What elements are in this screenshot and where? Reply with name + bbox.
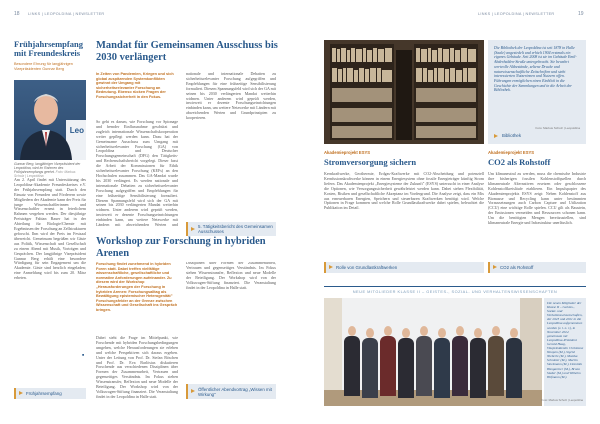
library-credit: Foto: Markus Scholz | Leopoldina: [535, 126, 580, 130]
group-member: [470, 328, 486, 406]
strom-title: Stromversorgung sichern: [324, 157, 417, 167]
co2-title: CO2 als Rohstoff: [488, 157, 551, 167]
group-member: [362, 328, 378, 406]
new-members-textbox: [541, 298, 586, 406]
arrow-icon: [19, 391, 23, 395]
right-page-number: 19: [578, 11, 584, 17]
new-members-heading: NEUE MITGLIEDER KLASSE II – GEISTES-, SOZIAL- UND VERHALTENSWISSENSCHAFTEN: [352, 289, 558, 294]
mandate-body-col1: [96, 120, 178, 228]
group-member: [344, 326, 360, 406]
co2-body-text: Um klimaneutral zu werden, muss die chemische Industrie ihre bisherigen fossilen Kohlenstoffquellen durch klimaneutrale Alternativen ersetzen oder geschlossene Kohlenstoffkreisläufe etablieren. Ein Impulspapier des Akademienprojekts ESYS zeigt: Neben Kohlenstoff aus Biomasse und Recycling kann unter bestimmten Voraussetzungen auch Carbon Capture and Utilization (CCU) eine wichtige Rolle spielen. CCU gilt als Baustein, der Emissionen vermeiden und Ressourcen schonen kann. Um die benötigten Mengen bereitzustellen, sind klimaneutrale Energie und Infrastruktur unerlässlich.: [488, 172, 586, 226]
workshop-lead: Forschung findet zunehmend in hybriden Foren statt. Dabei treffen vielfältige wissenschaftliche, gesellschaftliche und normative Anforderungen aufeinander. Zu diesem wird der Workshop „Herausforderungen der Forschung in hybriden Arenen: Forschungsalltag als Bewältigung epistemischer Heterogenität" Forschungsfelder an der Grenze zwischen Wissenschaft und Gesellschaft ins Gespräch bringen.: [96, 262, 178, 312]
group-member: [398, 328, 414, 406]
arrow-icon: [494, 134, 498, 138]
co2-body: [488, 172, 586, 258]
mandate-body-continued: nationale und internationale Debatten zu sicherheitsrelevanter Forschung aufgegriffen und Empfehlungen für eine frühzeitige Sensibilisierung formuliert. Diesem Spannungsfeld wird sich der GA mit seinen bis 2030 verlängerten Mandat weiterhin widmen. Unter anderem wird geprüft werden, inwieweit er dezente Forschungseinrichtungen einbinden kann, um weitere Netzwerke mit Ländern mit abweichenden Werten und Grundprinzipien zu kooperieren.: [186, 72, 276, 121]
strom-body: [324, 172, 484, 258]
group-member: [452, 326, 468, 406]
group-photo: [324, 298, 542, 406]
new-members-credit: Foto: Markus Scholz | Leopoldina: [541, 398, 583, 402]
library-textbox: [488, 40, 586, 144]
arrow-icon: [493, 265, 497, 269]
workshop-body-col2: [186, 262, 276, 374]
left-page-header: LINKS | LEOPOLDINA | NEWSLETTER: [28, 12, 105, 16]
library-text: Die Bibliothek der Leopoldina ist seit 1878 in Halle (Saale) angesiedelt und erhielt 1904 erstmals ein eigenes Gebäude. Seit 2008 ist sie im Gebäude Emil-Abderhalden-Straße untergebracht. Sie bewahrt wertvolle Altbestände, seltene Drucke und naturwissenschaftliche Zeitschriften und steht interessierten Nutzerinnen und Nutzern offen. Führungen ermöglichen einen Einblick in die Geschichte der Sammlungen und in die Arbeit der Bibliothek.: [494, 46, 577, 93]
link-grundlastkraftwerke[interactable]: [324, 262, 484, 273]
portrait-illustration: [14, 80, 86, 160]
link-co2-rohstoff[interactable]: [488, 262, 586, 273]
group-members: [344, 326, 524, 406]
left-page-number: 18: [14, 11, 20, 17]
link-abendvortrag[interactable]: [186, 384, 276, 399]
co2-kicker: Akademieprojekt ESYS: [488, 150, 535, 155]
workshop-title: Workshop zur Forschung in hybriden Arenen: [96, 236, 266, 259]
photo-overlay-text: Leo: [69, 126, 84, 135]
link-abendvortrag-label: Öffentlicher Abendvortrag „Wissen mit Wirkung": [198, 386, 272, 397]
reception-body: [14, 178, 86, 360]
group-member: [434, 328, 450, 406]
arrow-icon: [191, 227, 195, 231]
mandate-body-col2: [186, 72, 276, 220]
new-members-text: Die neuen Mitglieder der Klasse II – Geistes-, Sozial- und Verhaltenswissenschaften, der 2023 und 2021 in die Leopoldina aufgenommen wurden (v. l. n. r.), in November 2024 gemeinsam mit Leopoldina-Präsident Gerald Haug, Vizepräsidentin Christiane Woopen (M.), Sigrid Nieberle (M.), Monika Schnitzer (M.), Martin Sieckmann (M.), Dominik Hangartner (M.), Bruno Studer (M.) und Wilhelm Hofmann (M.).: [547, 301, 584, 379]
workshop-body-text: Dabei steht die Frage im Mittelpunkt, wie Forschende mit hybriden Forschungsbedingungen umgehen, welche Herausforderungen sie erleben und welche Perspektiven sich daraus ergeben. Unter der Leitung von Prof. Dr. Stefan Böschen und Prof. Dr. Eva Barlösius diskutieren Forschende aus verschiedenen Disziplinen über Formen der Zusammenarbeit, Vertrauen und gegenseitiges Verständnis. Im Fokus stehen Wissenstransfer, Reflexion und neue Modelle der Beteiligung. Der Workshop wird von der Volkswagen-Stiftung finanziert. Die Veranstaltung findet in der Leopoldina in Halle statt.: [96, 336, 178, 399]
mandate-title: Mandat für Gemeinsamen Ausschuss bis 2030 verlängert: [96, 40, 278, 63]
bookshelf-illustration: [324, 40, 484, 144]
workshop-body-col1: [96, 336, 178, 404]
strom-body-text: Kernkraftwerke, Geothermie, Erdgas-Kraftwerke mit CO2-Abscheidung und potenziell Kernfusionskraftwerke können in einem Energiesystem ohne fossile Energieträger künftig Strom liefern. Das Akademienprojekt „Energiesysteme der Zukunft" (ESYS) untersucht in einer Analyse die Optionen, wie Versorgungssicherheit gewährleistet werden kann. Dabei stehen Flexibilität, Kosten, Risiken und gesellschaftliche Akzeptanz im Vordergrund. Die Analyse zeigt, dass ein Mix aus erneuerbaren Energien, Speichern und steuerbaren Kraftwerken benötigt wird. Welche Optionen in Frage kommen und welche Rolle Grundlastkraftwerke dabei spielen, beleuchtet die Publikation im Detail.: [324, 172, 484, 211]
arrow-icon: [329, 265, 333, 269]
link-bibliothek[interactable]: [494, 133, 521, 138]
right-page-header: LINKS | LEOPOLDINA | NEWSLETTER: [478, 12, 555, 16]
link-fruehjahrsempfang-label: Frühjahrsempfang: [26, 391, 62, 396]
reception-title: Frühjahrsempfang mit Freundeskreis: [14, 39, 83, 58]
group-member: [506, 328, 522, 406]
group-member: [380, 326, 396, 406]
section-rule: [324, 286, 586, 287]
end-mark: ■: [82, 353, 85, 357]
strom-kicker: Akademieprojekt ESYS: [324, 150, 371, 155]
link-taetigkeitsbericht[interactable]: [186, 222, 276, 236]
photo-credit: Foto: Markus Scholz | Leopoldina: [14, 170, 76, 178]
reception-body-text: Am 2. April findet mit Unterstützung des Leopoldina-Akademie Freundeskreises e.V. der Frühjahrsempfang statt. Durch den Einsatz von Freunden und Förderern sowie Mitgliedern der Akademie kann der Preis für junge Wissenschaftlerinnen und Wissenschaftler erneut in feierlichem Rahmen vergeben werden. Der diesjährige Preisträger Fabian Bauer hat in der Abteilung für Biologie/Chemie mit Ergebnissen der Forschung an Zellstrukturen geforscht. Ihm wird der Preis im Festsaal überreicht. Gemeinsam begrüßen wir Gäste aus Politik, Wissenschaft und Gesellschaft zu einem Abend mit Musik, Vorträgen und Gesprächen. Der langjährige Vizepräsident Gunnar Berg erhält eine besondere Würdigung für sein Engagement um die Akademie. Gäste sind herzlich eingeladen; eine Anmeldung wird bis zum 20. März erbeten.: [14, 178, 86, 281]
photo-caption: [14, 162, 86, 178]
reception-lead: Besondere Ehrung für langjährigen Vizepräsidenten Gunnar Berg: [14, 62, 73, 71]
group-member: [416, 326, 432, 406]
arrow-icon: [191, 389, 195, 393]
link-co2-rohstoff-label: CO2 als Rohstoff: [500, 265, 534, 270]
mandate-lead: In Zeiten von Pandemien, Kriegen und sich global zuspitzenden Systemkonflikten gewinnt der Umgang mit sicherheitsrelevanter Forschung an Bedeutung. Ebenso rücken Fragen der Forschungssicherheit in den Fokus.: [96, 72, 174, 99]
library-photo: [324, 40, 484, 144]
mandate-body-text: So geht es darum, wie Forschung vor Spionage und fremder Einflussnahme geschützt und zugleich internationale Wissenschaftskooperation weiter gepflegt werden kann. Dazu hat der Gemeinsame Ausschuss zum Umgang mit sicherheitsrelevanter Forschung (GA) von Leopoldina und Deutscher Forschungsgemeinschaft (DFG) den Tätigkeits- und Rechenschaftsbericht vorgelegt. Dieser fasst die Arbeit der Kommissionen für Ethik sicherheitsrelevanter Forschung (KEFs) an den Hochschulen zusammen. Das GA-Mandat wurde bis 2030 verlängert. Es werden nationale und internationale Debatten zu sicherheitsrelevanter Forschung aufgegriffen und Empfehlungen für eine frühzeitige Sensibilisierung formuliert. Diesem Spannungsfeld wird sich der GA mit seinen bis 2030 verlängerten Mandat weiterhin widmen. Unter anderem wird geprüft werden, inwieweit er dezente Forschungseinrichtungen einbinden kann, um weitere Netzwerke mit Ländern mit abweichenden Werten und: [96, 120, 178, 228]
link-bibliothek-label: Bibliothek: [502, 133, 522, 138]
link-grundlastkraftwerke-label: Rolle von Grundlastkraftwerken: [336, 265, 398, 270]
link-taetigkeitsbericht-label: 5. Tätigkeitsbericht des Gemeinsamen Ausschusses: [198, 224, 273, 234]
workshop-body-continued: Disziplinen über Formen der Zusammenarbeit, Vertrauen und gegenseitiges Verständnis. Im Fokus stehen Wissenstransfer, Reflexion und neue Modelle der Beteiligung. Der Workshop wird von der Volkswagen-Stiftung finanziert. Die Veranstaltung findet in der Leopoldina in Halle statt.: [186, 262, 276, 290]
group-member: [488, 326, 504, 406]
gunnar-berg-photo: [14, 80, 86, 160]
link-fruehjahrsempfang[interactable]: [14, 388, 86, 399]
photo-caption-text: Gunnar Berg, langjähriger Vizepräsident der Leopoldina, wird im Rahmen des Frühjahrsempfangs geehrt.: [14, 162, 81, 174]
